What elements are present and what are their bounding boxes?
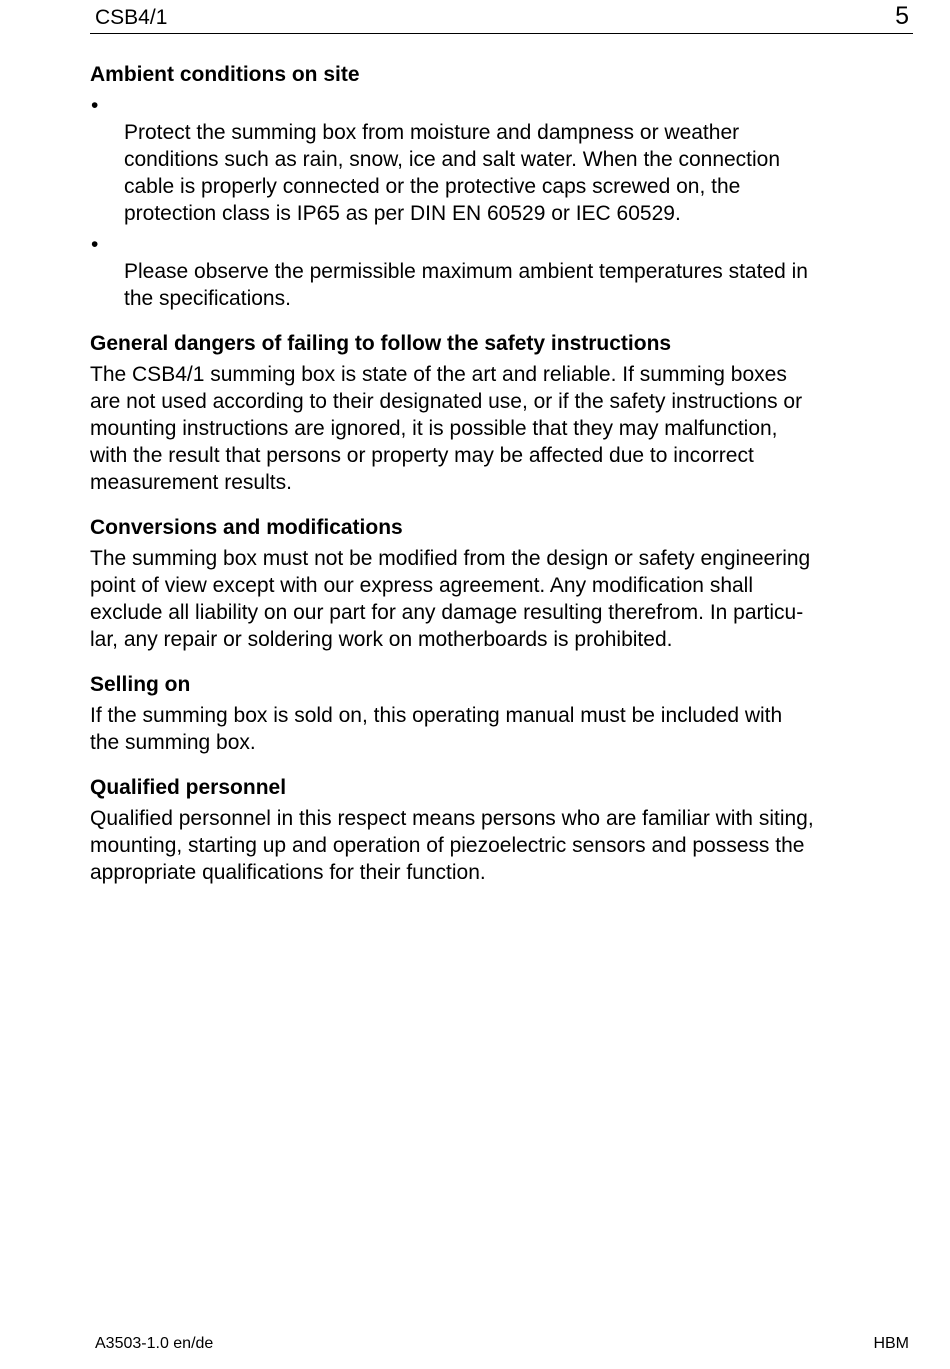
bullet-item [90,231,920,312]
section-paragraph: If the summing box is sold on, this operating manual must be included with the summing box. [90,704,783,754]
section-general-dangers [90,330,920,496]
page-header [90,0,913,34]
page-number: 5 [895,2,909,30]
section-heading: General dangers of failing to follow the safety instructions [90,332,672,355]
bullet-list [90,92,920,312]
footer-company: HBM [873,1335,909,1352]
section-heading: Ambient conditions on site [90,63,360,86]
section-qualified-personnel [90,774,920,886]
document-title: CSB4/1 [95,6,168,29]
footer-document-code: A3503-1.0 en/de [95,1335,214,1352]
section-heading: Qualified personnel [90,776,287,799]
section-heading: Selling on [90,673,191,696]
bullet-item [90,92,920,227]
page-content [90,61,920,904]
section-paragraph: The summing box must not be modified from the design or safety engineering point of view except with our express agreement. Any modification shall exclude all liability on our part for any damage resulting therefrom. In particu- lar, any repair or soldering work on motherboards is prohibited. [90,547,811,651]
bullet-icon: • [91,94,99,117]
section-heading: Conversions and modifications [90,516,403,539]
bullet-text: Protect the summing box from moisture and dampness or weather conditions such as rain, snow, ice and salt water. When the connection cable is properly connected or the protective caps screwed on, the protection class is IP65 as per DIN EN 60529 or IEC 60529. [124,121,781,225]
section-conversions [90,514,920,653]
section-ambient-conditions [90,61,920,312]
section-selling-on [90,671,920,756]
section-paragraph: The CSB4/1 summing box is state of the art and reliable. If summing boxes are not used according to their designated use, or if the safety instructions or mounting instructions are ignored, it is possible that they may malfunction, with the result that persons or property may be affected due to incorrect measurement results. [90,363,803,494]
bullet-icon: • [91,233,99,256]
section-paragraph: Qualified personnel in this respect means persons who are familiar with siting, mounting, starting up and operation of piezoelectric sensors and possess the appropriate qualifications for their function. [90,807,814,884]
bullet-text: Please observe the permissible maximum ambient temperatures stated in the specifications. [124,260,808,310]
